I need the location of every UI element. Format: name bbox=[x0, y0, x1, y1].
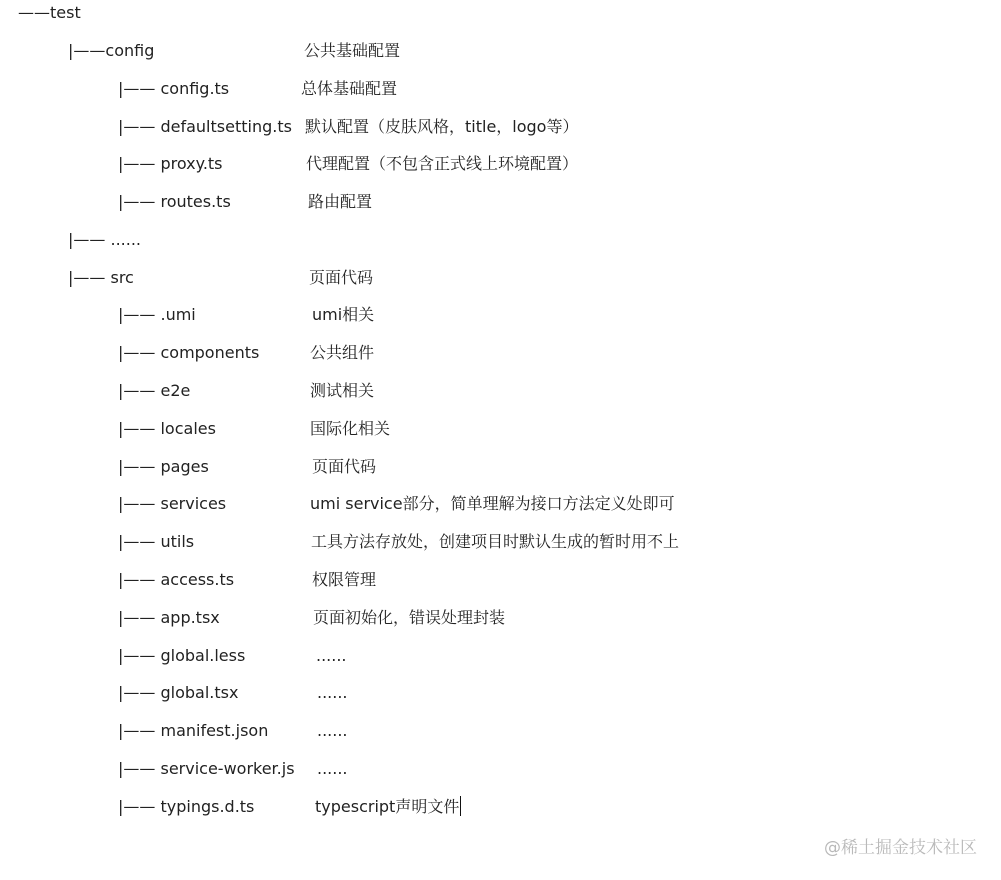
tree-item-name: |—— src bbox=[68, 268, 134, 287]
tree-item-description: umi service部分，简单理解为接口方法定义处即可 bbox=[310, 494, 675, 513]
tree-item-name: |—— service-worker.js bbox=[118, 759, 295, 778]
tree-item-name: |——config bbox=[68, 41, 155, 60]
tree-item-description: ...... bbox=[316, 646, 347, 665]
tree-item-description: ...... bbox=[317, 683, 348, 702]
tree-item-name: |—— routes.ts bbox=[118, 192, 231, 211]
tree-item-name: |—— locales bbox=[118, 419, 216, 438]
tree-item-name: |—— typings.d.ts bbox=[118, 797, 255, 816]
text-cursor bbox=[460, 796, 461, 816]
tree-item-description: umi相关 bbox=[312, 305, 375, 324]
tree-item-description: 路由配置 bbox=[308, 192, 373, 211]
tree-item-description: 测试相关 bbox=[310, 381, 375, 400]
tree-item-name: |—— app.tsx bbox=[118, 608, 220, 627]
tree-root-name: ——test bbox=[18, 3, 81, 22]
tree-item-name: |—— proxy.ts bbox=[118, 154, 223, 173]
tree-item-description: 页面代码 bbox=[309, 268, 374, 287]
tree-item-description: typescript声明文件 bbox=[315, 797, 460, 816]
tree-item-name: |—— .umi bbox=[118, 305, 196, 324]
tree-item-description: 页面代码 bbox=[312, 457, 377, 476]
tree-item-name: |—— global.tsx bbox=[118, 683, 239, 702]
tree-item-description: 公共基础配置 bbox=[304, 41, 401, 60]
tree-item-description: 默认配置（皮肤风格，title，logo等） bbox=[305, 117, 579, 136]
tree-item-name: |—— ...... bbox=[68, 230, 141, 249]
tree-item-description-editable[interactable] bbox=[315, 795, 461, 819]
tree-item-name: |—— defaultsetting.ts bbox=[118, 117, 292, 136]
tree-item-description: ...... bbox=[317, 759, 348, 778]
watermark: @稀土掘金技术社区 bbox=[824, 838, 977, 858]
tree-item-name: |—— manifest.json bbox=[118, 721, 269, 740]
tree-item-name: |—— utils bbox=[118, 532, 195, 551]
tree-item-description: ...... bbox=[317, 721, 348, 740]
tree-item-name: |—— access.ts bbox=[118, 570, 235, 589]
tree-item-description: 公共组件 bbox=[310, 343, 375, 362]
tree-item-name: |—— e2e bbox=[118, 381, 191, 400]
tree-item-description: 国际化相关 bbox=[310, 419, 391, 438]
tree-item-description: 总体基础配置 bbox=[301, 79, 398, 98]
tree-item-name: |—— pages bbox=[118, 457, 209, 476]
tree-item-name: |—— services bbox=[118, 494, 227, 513]
tree-item-description: 代理配置（不包含正式线上环境配置） bbox=[306, 154, 579, 173]
tree-item-description: 权限管理 bbox=[312, 570, 377, 589]
tree-item-name: |—— global.less bbox=[118, 646, 246, 665]
tree-item-name: |—— components bbox=[118, 343, 260, 362]
tree-item-name: |—— config.ts bbox=[118, 79, 230, 98]
tree-item-description: 页面初始化，错误处理封装 bbox=[313, 608, 506, 627]
tree-item-description: 工具方法存放处，创建项目时默认生成的暂时用不上 bbox=[311, 532, 680, 551]
